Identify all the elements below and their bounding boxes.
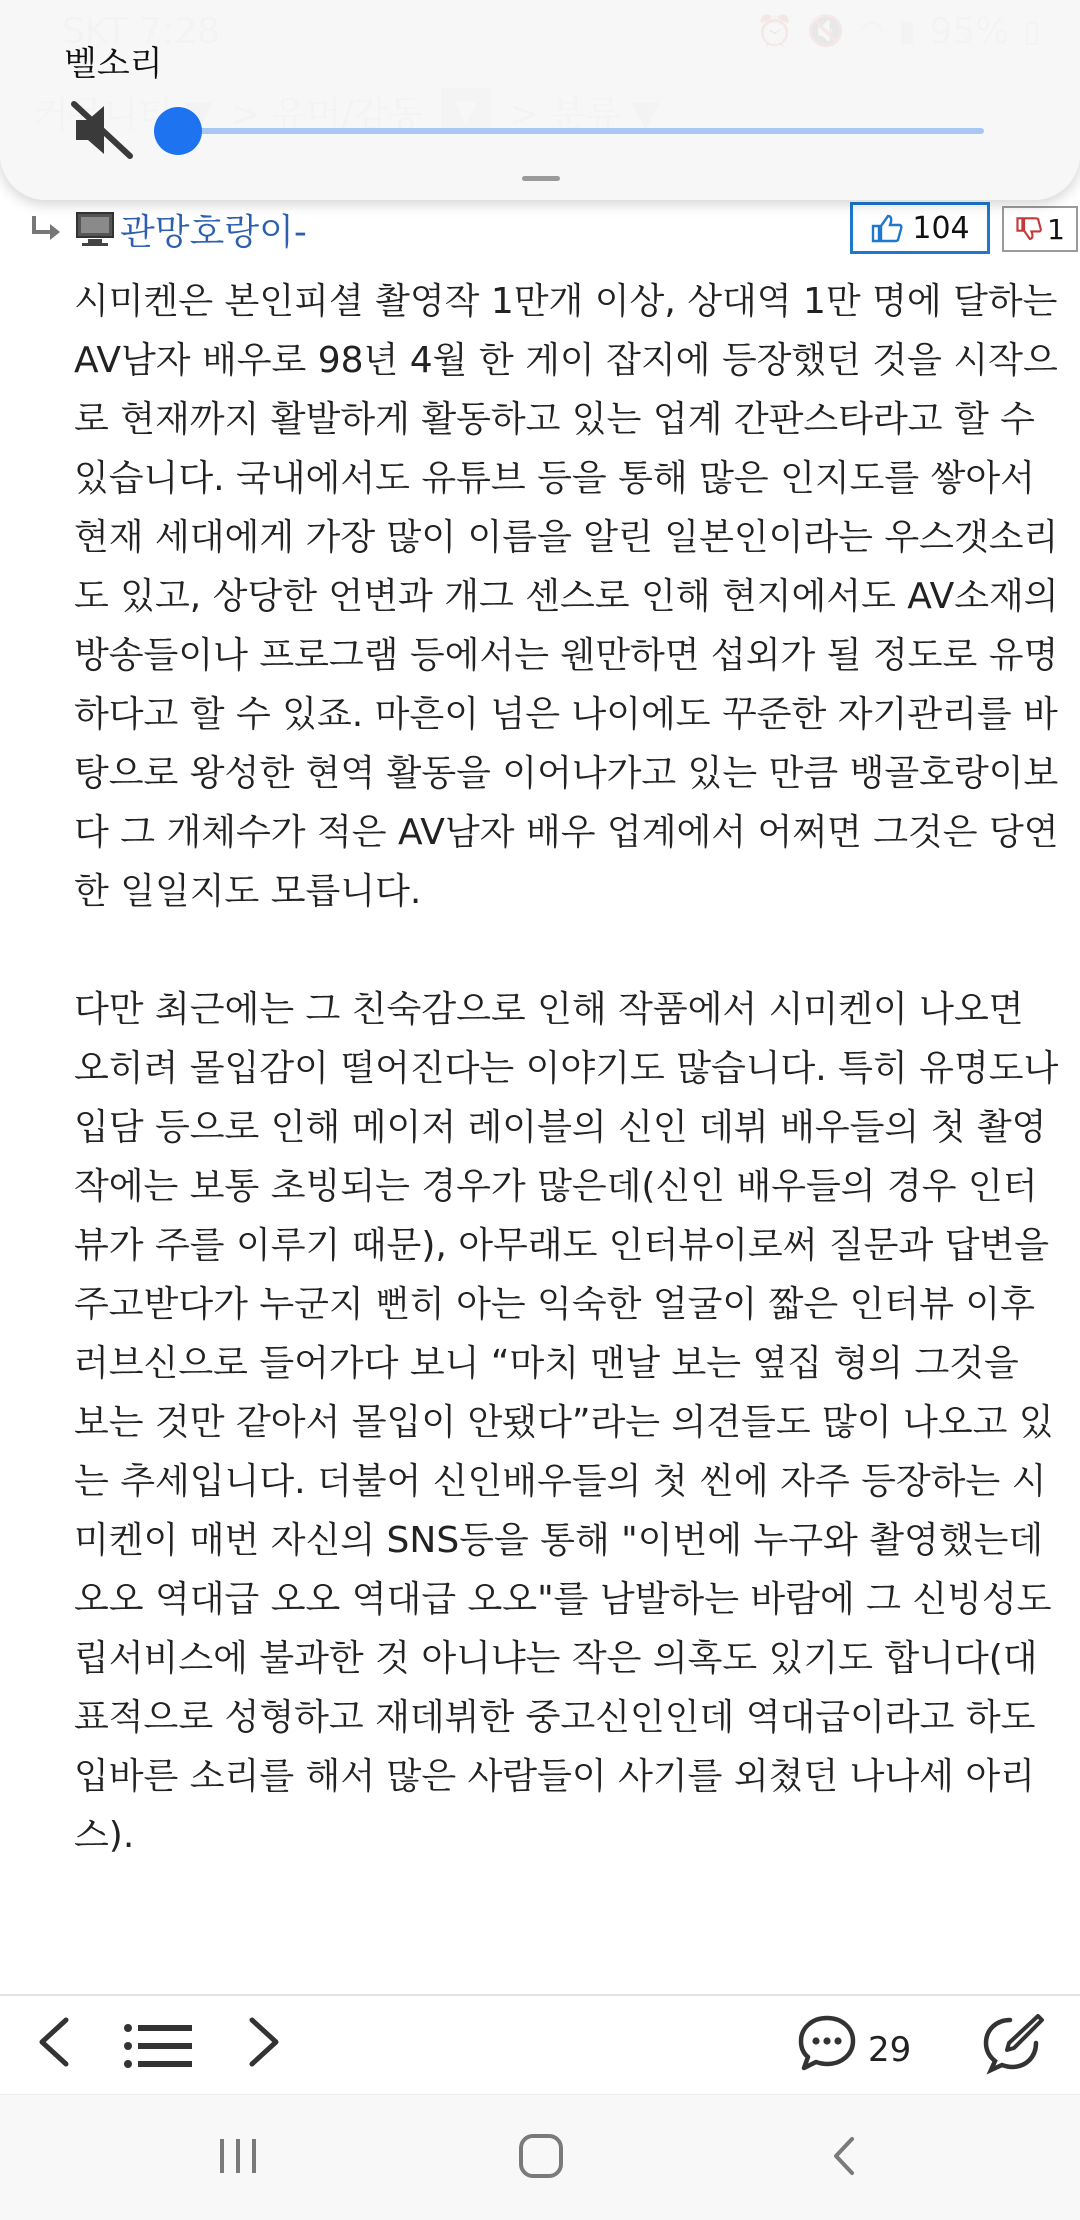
comment-header	[28, 202, 1065, 260]
comment-body	[74, 272, 1064, 1924]
bottom-toolbar	[0, 1994, 1080, 2094]
comment-paragraph: 다만 최근에는 그 친숙감으로 인해 작품에서 시미켄이 나오면 오히려 몰입감이 떨어진다는 이야기도 많습니다. 특히 유명도나 입담 등으로 인해 메이저 레이블의 신인 데뷔 배우들의 첫 촬영작에는 보통 초빙되는 경우가 많은데(신인 배우들의 경우 인터뷰가 주를 이루기 때문), 아무래도 인터뷰이로써 질문과 답변을 주고받다가 누군지 뻔히 아는 익숙한 얼굴이 짧은 인터뷰 이후 러브신으로 들어가다 보니 “마치 맨날 보는 옆집 형의 그것을 보는 것만 같아서 몰입이 안됐다”라는 의견들도 많이 나오고 있는 추세입니다. 더불어 신인배우들의 첫 씬에 자주 등장하는 시미켄이 매번 자신의 SNS등을 통해 "이번에 누구와 촬영했는데 오오 역대급 오오 역대급 오오"를 남발하는 바람에 그 신빙성도 립서비스에 불과한 것 아니냐는 작은 의혹도 있기도 합니다(대표적으로 성형하고 재데뷔한 중고신인인데 역대급이라고 하도 입바른 소리를 해서 많은 사람들이 사기를 외쳤던 나나세 아리스).	[74, 989, 1059, 1856]
pc-icon	[74, 210, 116, 248]
back-icon[interactable]	[824, 2131, 864, 2181]
like-button[interactable]	[850, 202, 990, 254]
list-icon[interactable]	[122, 2020, 194, 2072]
speaker-muted-icon[interactable]	[70, 100, 134, 160]
volume-label: 벨소리	[64, 44, 163, 84]
system-navigation-bar	[0, 2094, 1080, 2220]
prev-arrow-icon[interactable]	[34, 2014, 74, 2070]
author-nickname[interactable]: 관망호랑이-	[120, 212, 307, 253]
next-arrow-icon[interactable]	[244, 2014, 284, 2070]
recent-apps-icon[interactable]	[216, 2131, 260, 2181]
dislike-count: 1	[1047, 212, 1065, 246]
volume-panel	[0, 0, 1080, 200]
thumbs-up-icon	[870, 213, 904, 243]
comment-paragraph: 시미켄은 본인피셜 촬영작 1만개 이상, 상대역 1만 명에 달하는 AV남자 배우로 98년 4월 한 게이 잡지에 등장했던 것을 시작으로 현재까지 활발하게 활동하고 있는 업계 간판스타라고 할 수 있습니다. 국내에서도 유튜브 등을 통해 많은 인지도를 쌓아서 현재 세대에게 가장 많이 이름을 알린 일본인이라는 우스갯소리도 있고, 상당한 언변과 개그 센스로 인해 현지에서도 AV소재의 방송들이나 프로그램 등에서는 웬만하면 섭외가 될 정도로 유명하다고 할 수 있죠. 마흔이 넘은 나이에도 꾸준한 자기관리를 바탕으로 왕성한 현역 활동을 이어나가고 있는 만큼 뱅골호랑이보다 그 개체수가 적은 AV남자 배우 업계에서 어쩌면 그것은 당연한 일일지도 모릅니다.	[74, 281, 1059, 912]
volume-slider-thumb[interactable]	[154, 107, 202, 155]
comment-count[interactable]: 29	[868, 2030, 912, 2070]
volume-slider-track[interactable]	[178, 128, 984, 134]
reply-arrow-icon	[28, 212, 64, 246]
write-icon[interactable]	[980, 2010, 1046, 2076]
home-icon[interactable]	[516, 2131, 566, 2181]
comment-bubble-icon[interactable]	[796, 2012, 858, 2074]
like-count: 104	[912, 210, 970, 246]
panel-handle[interactable]	[522, 176, 560, 181]
thumbs-down-icon	[1015, 216, 1043, 242]
dislike-button[interactable]	[1002, 206, 1078, 252]
